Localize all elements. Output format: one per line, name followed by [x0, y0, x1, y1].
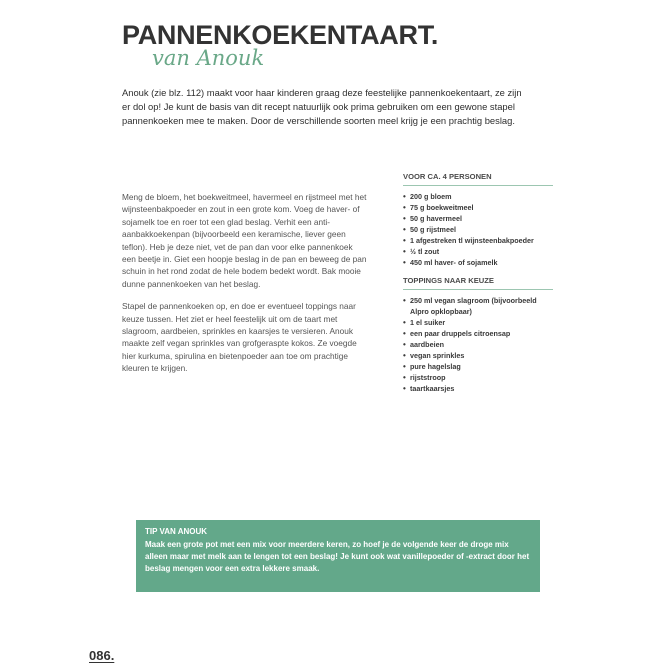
ingredient-item: • 50 g havermeel [403, 213, 553, 224]
topping-item: • taartkaarsjes [403, 383, 553, 394]
recipe-title: PANNENKOEKENTAART. [122, 20, 439, 50]
topping-item: • 1 el suiker [403, 317, 553, 328]
ingredients-heading: VOOR CA. 4 PERSONEN [403, 172, 553, 186]
recipe-subtitle: van Anouk [152, 46, 265, 70]
topping-item: • rijststroop [403, 372, 553, 383]
topping-item: • pure hagelslag [403, 361, 553, 372]
method-text [122, 191, 367, 385]
tip-text: Maak een grote pot met een mix voor meerdere keren, zo hoef je de volgende keer de droge mix alleen maar met melk aan te lengen tot een beslag! Je kunt ook wat vanillepoeder of -extract door het beslag mengen voor een extra lekkere smaak. [145, 540, 530, 573]
tip-title: TIP VAN ANOUK [145, 527, 208, 536]
ingredient-item: • 200 g bloem [403, 191, 553, 202]
topping-item: • aardbeien [403, 339, 553, 350]
toppings-list [403, 295, 553, 394]
recipe-intro: Anouk (zie blz. 112) maakt voor haar kinderen graag deze feestelijke pannenkoekentaart, ze zijn er dol op! Je kunt de basis van dit recept natuurlijk ook prima gebruiken om een gewone stapel pannenkoeken mee te maken. Door de verschillende soorten meel krijg je een prachtig beslag. [122, 87, 522, 126]
ingredient-item: • 450 ml haver- of sojamelk [403, 257, 553, 268]
ingredient-item: • 1 afgestreken tl wijnsteenbakpoeder [403, 235, 553, 246]
tip-box [136, 520, 540, 592]
ingredients-list [403, 191, 553, 268]
ingredient-item: • 50 g rijstmeel [403, 224, 553, 235]
ingredient-item: • ½ tl zout [403, 246, 553, 257]
method-paragraph: Stapel de pannenkoeken op, en doe er eventueel toppings naar keuze tussen. Het ziet er heel feestelijk uit om de taart met slagroom, aardbeien, sprinkles en kaarsjes te versieren. Anouk maakte zelf vegan sprinkles van grofgeraspte kokos. Ze voegde hier kurkuma, spirulina en bietenpoeder aan toe om prachtige kleuren te krijgen. [122, 301, 357, 374]
toppings-heading: TOPPINGS NAAR KEUZE [403, 276, 553, 290]
ingredients-sidebar [403, 172, 553, 394]
topping-item: • vegan sprinkles [403, 350, 553, 361]
topping-item: • 250 ml vegan slagroom (bijvoorbeeld Alpro opklopbaar) [403, 295, 553, 317]
topping-item: • een paar druppels citroensap [403, 328, 553, 339]
page-number: 086. [89, 648, 115, 663]
ingredient-item: • 75 g boekweitmeel [403, 202, 553, 213]
method-paragraph: Meng de bloem, het boekweitmeel, havermeel en rijstmeel met het wijnsteenbakpoeder en zout in een grote kom. Voeg de haver- of sojamelk toe en roer tot een glad beslag. Verhit een anti-aanbakkoekenpan (bijvoorbeeld een keramische, liever geen teflon). Heb je deze niet, vet de pan dan voor elke pannenkoek een beetje in. Giet een hoopje beslag in de pan en beweeg de pan schuin in het rond zodat de hele bodem bedekt wordt. Bak mooie dunne pannenkoeken van het beslag. [122, 192, 367, 289]
